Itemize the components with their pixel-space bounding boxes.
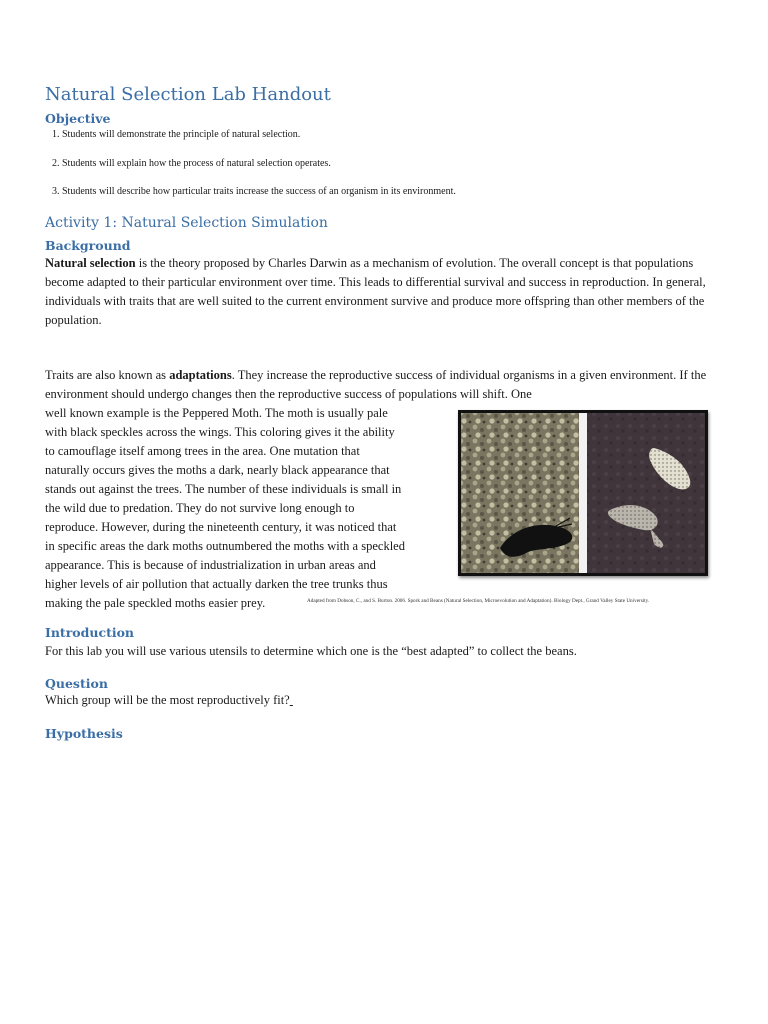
peppered-moth-photo [458,410,708,576]
introduction-text: For this lab you will use various utensils to determine which one is the “best adapted” to collect the beans. [45,644,577,658]
page-title: Natural Selection Lab Handout [45,84,331,105]
objective-item-2: 2. Students will explain how the process of natural selection operates. [52,158,331,169]
background-paragraph [45,254,725,330]
moth-line: naturally occurs gives the moths a dark, nearly black appearance that [45,463,390,477]
background-heading: Background [45,238,131,253]
moth-line: the wild due to predation. They do not survive long enough to [45,501,355,515]
question-text-content: Which group will be the most reproductively fit? [45,693,290,707]
natural-selection-term: Natural selection [45,256,136,270]
moth-line: well known example is the Peppered Moth. The moth is usually pale [45,406,388,420]
answer-blank [290,693,293,707]
moth-line: making the pale speckled moths easier prey. [45,596,266,610]
photo-caption: Adapted from Dobson, C., and S. Burton. 2006. Spork and Beans (Natural Selection, Microevolution and Adaptation). Biology Dept., Grand Valley State University. [307,598,650,604]
adaptations-paragraph-text: . They increase the reproductive success of individual organisms in a given environment. If the environment should undergo changes then the reproductive success of populations will shift. One [45,368,707,401]
activity-heading: Activity 1: Natural Selection Simulation [45,215,328,231]
moth-line: appearance. This is because of industrialization in urban areas and [45,558,376,572]
question-heading: Question [45,676,108,691]
background-paragraph-text: is the theory proposed by Charles Darwin as a mechanism of evolution. The overall concept is that populations become adapted to their particular environment over time. This leads to differential survival and success in reproduction. In general, individuals with traits that are well suited to the current environment survive and produce more offspring than other members of the population. [45,256,706,327]
moth-line: higher levels of air pollution that actually darken the tree trunks thus [45,577,388,591]
hypothesis-heading: Hypothesis [45,726,123,741]
moth-line: with black speckles across the wings. This coloring gives it the ability [45,425,395,439]
objective-item-1: 1. Students will demonstrate the principle of natural selection. [52,129,301,140]
objective-heading: Objective [45,111,111,126]
adaptations-paragraph-start: Traits are also known as [45,368,170,382]
peppered-moth-paragraph [45,404,450,613]
objective-item-3: 3. Students will describe how particular traits increase the success of an organism in its environment. [52,186,456,197]
adaptations-paragraph [45,366,725,404]
moth-line: reproduce. However, during the nineteenth century, it was noticed that [45,520,397,534]
moth-line: stands out against the trees. The number of these individuals is small in [45,482,402,496]
moth-line: in specific areas the dark moths outnumbered the moths with a speckled [45,539,405,553]
moth-line: to camouflage itself among trees in the area. One mutation that [45,444,360,458]
adaptations-term: adaptations [169,368,232,382]
question-text [45,693,293,708]
introduction-heading: Introduction [45,625,135,640]
